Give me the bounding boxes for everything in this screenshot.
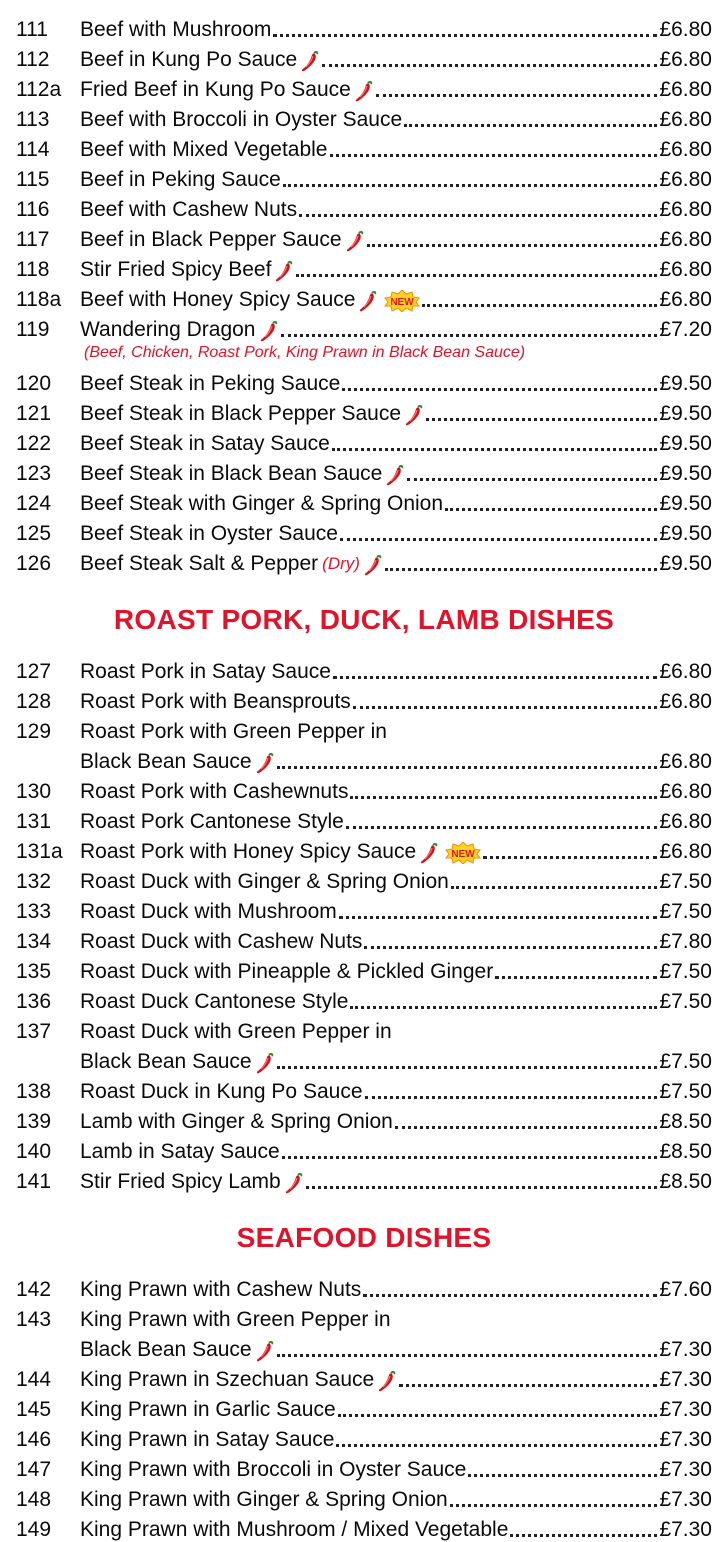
item-number: 113 [16, 108, 50, 131]
dot-leader [342, 388, 657, 391]
dot-leader [277, 1066, 658, 1069]
item-number: 123 [16, 462, 52, 485]
item-name: Beef with Cashew Nuts [80, 198, 298, 221]
dot-leader [385, 568, 658, 571]
item-price: £6.80 [659, 18, 712, 41]
dot-leader [339, 916, 658, 919]
dot-leader [336, 1444, 657, 1447]
item-price: £8.50 [659, 1170, 712, 1193]
item-name-group [80, 1080, 363, 1104]
item-name-group [80, 900, 337, 924]
item-price: £7.50 [659, 960, 712, 983]
item-number: 142 [16, 1278, 52, 1301]
item-name-group [80, 720, 387, 744]
item-price: £6.80 [659, 840, 712, 863]
item-name-group [80, 492, 443, 516]
item-number: 117 [16, 228, 50, 251]
menu-item-row [0, 1272, 728, 1302]
item-price: £7.30 [659, 1398, 712, 1421]
item-name: Roast Duck with Cashew Nuts [80, 930, 363, 953]
item-price: £6.80 [659, 198, 712, 221]
item-price: £7.50 [659, 1050, 712, 1073]
item-name: Beef with Mushroom [80, 18, 272, 41]
chili-pepper-icon [358, 290, 378, 312]
new-badge-label: NEW [390, 297, 415, 308]
menu-item-row [0, 1164, 728, 1194]
dot-leader [367, 244, 658, 247]
item-name-group [80, 990, 348, 1014]
item-number: 149 [16, 1518, 52, 1541]
item-number: 144 [16, 1368, 52, 1391]
menu-item-row [0, 954, 728, 984]
menu-item-row [0, 1014, 728, 1044]
item-name-group [80, 1170, 304, 1194]
item-number: 131 [16, 810, 52, 833]
menu-item-row [0, 894, 728, 924]
menu-item-row [0, 12, 728, 42]
item-name: King Prawn with Green Pepper in [80, 1308, 391, 1331]
dot-leader [353, 706, 658, 709]
item-number: 115 [16, 168, 50, 191]
item-name-group [80, 750, 275, 774]
item-price: £9.50 [659, 492, 712, 515]
menu-item-row [0, 1452, 728, 1482]
dot-leader [281, 334, 658, 337]
item-price: £6.80 [659, 138, 712, 161]
menu-item-row [0, 1134, 728, 1164]
item-price: £8.50 [659, 1110, 712, 1133]
item-name-group [80, 690, 351, 714]
chili-pepper-icon [419, 842, 439, 864]
item-name: Roast Pork with Cashewnuts [80, 780, 349, 803]
item-name-group [80, 1428, 334, 1452]
item-name-group [80, 258, 294, 282]
item-name-group [80, 930, 362, 954]
item-name: Beef with Broccoli in Oyster Sauce [80, 108, 403, 131]
dot-leader [399, 1384, 657, 1387]
menu-item-row [0, 804, 728, 834]
dot-leader [468, 1474, 657, 1477]
item-name-group [80, 522, 338, 546]
item-price: £6.80 [659, 78, 712, 101]
dot-leader [350, 1006, 657, 1009]
item-name-group [80, 1020, 392, 1044]
menu-item-row [0, 486, 728, 516]
item-number: 141 [16, 1170, 52, 1193]
new-badge-label: NEW [451, 849, 475, 860]
item-name: King Prawn in Garlic Sauce [80, 1398, 336, 1421]
item-name: King Prawn with Ginger & Spring Onion [80, 1488, 448, 1511]
chili-pepper-icon [377, 1370, 397, 1392]
item-name: Lamb with Ginger & Spring Onion [80, 1110, 393, 1133]
item-price: £7.50 [659, 1080, 712, 1103]
item-name-group [80, 432, 330, 456]
menu-item-row [0, 684, 728, 714]
menu-item-row [0, 834, 728, 864]
item-name-group [80, 318, 279, 342]
item-name: Roast Duck Cantonese Style [80, 990, 349, 1013]
item-number: 147 [16, 1458, 52, 1481]
item-name-group [80, 1368, 397, 1392]
item-number: 139 [16, 1110, 52, 1133]
item-name: King Prawn with Cashew Nuts [80, 1278, 362, 1301]
item-price: £9.50 [659, 402, 712, 425]
dot-leader [333, 676, 657, 679]
item-name-group [80, 402, 424, 426]
chili-pepper-icon [255, 1340, 275, 1362]
dot-leader [404, 124, 657, 127]
menu-item-row [0, 102, 728, 132]
item-price: £6.80 [659, 168, 712, 191]
dot-leader [332, 448, 658, 451]
item-name: Beef Steak in Peking Sauce [80, 372, 341, 395]
menu-item-row [0, 162, 728, 192]
dot-leader [407, 478, 657, 481]
menu-item-row [0, 1422, 728, 1452]
dot-leader [346, 826, 658, 829]
item-number: 136 [16, 990, 52, 1013]
item-price: £6.80 [659, 108, 712, 131]
item-name-group [80, 228, 365, 252]
item-name-group [80, 1140, 280, 1164]
menu-item-row [0, 366, 728, 396]
dot-leader [395, 1126, 658, 1129]
item-price: £7.30 [659, 1338, 712, 1361]
item-number: 118 [16, 258, 50, 281]
item-number: 148 [16, 1488, 52, 1511]
menu-item-row [0, 42, 728, 72]
item-name-group [80, 1110, 393, 1134]
item-name-group [80, 660, 331, 684]
item-name-group [80, 870, 449, 894]
item-number: 146 [16, 1428, 52, 1451]
dot-leader [451, 886, 658, 889]
item-name: Roast Duck with Mushroom [80, 900, 337, 923]
item-name-group [80, 372, 340, 396]
item-name-group [80, 840, 481, 864]
dot-leader [364, 946, 657, 949]
menu-item-row [0, 132, 728, 162]
item-name-group [80, 288, 420, 312]
item-name-group [80, 18, 271, 42]
item-name-group [80, 1278, 361, 1302]
item-number: 130 [16, 780, 52, 803]
item-number: 140 [16, 1140, 52, 1163]
item-name-group [80, 1518, 508, 1542]
item-number: 119 [16, 318, 50, 341]
menu-item-row [0, 1392, 728, 1422]
item-name-group [80, 552, 383, 576]
item-price: £7.50 [659, 990, 712, 1013]
menu-item-row [0, 1302, 728, 1332]
chili-pepper-icon [255, 752, 275, 774]
item-name-group [80, 1308, 391, 1332]
item-name: Beef Steak in Black Bean Sauce [80, 462, 383, 485]
dot-leader [495, 976, 657, 979]
item-price: £7.30 [659, 1518, 712, 1541]
item-price: £9.50 [659, 552, 712, 575]
item-name-group [80, 810, 344, 834]
item-number: 120 [16, 372, 52, 395]
item-name: Beef Steak in Oyster Sauce [80, 522, 338, 545]
dot-leader [365, 1096, 658, 1099]
item-number: 114 [16, 138, 50, 161]
item-number: 138 [16, 1080, 52, 1103]
item-name: Roast Pork in Satay Sauce [80, 660, 331, 683]
item-price: £7.30 [659, 1368, 712, 1391]
item-name: King Prawn with Broccoli in Oyster Sauce [80, 1458, 467, 1481]
item-name: Beef Steak Salt & Pepper [80, 552, 319, 575]
chili-pepper-icon [259, 320, 279, 342]
dot-leader [340, 538, 657, 541]
item-number: 126 [16, 552, 52, 575]
item-name-group [80, 1338, 275, 1362]
dot-leader [277, 766, 658, 769]
item-name: Beef with Mixed Vegetable [80, 138, 328, 161]
item-name-group [80, 138, 328, 162]
menu-item-row [0, 1512, 728, 1542]
item-price: £9.50 [659, 372, 712, 395]
item-name: Beef in Kung Po Sauce [80, 48, 298, 71]
menu-item-row-continued [0, 744, 728, 774]
item-price: £6.80 [659, 780, 712, 803]
dot-leader [363, 1294, 657, 1297]
item-note: (Beef, Chicken, Roast Pork, King Prawn in Black Bean Sauce) [84, 344, 526, 361]
dot-leader [483, 856, 657, 859]
item-price: £7.30 [659, 1428, 712, 1451]
item-name-group [80, 1488, 448, 1512]
item-name-group [80, 1398, 336, 1422]
item-name: King Prawn in Szechuan Sauce [80, 1368, 375, 1391]
item-name-group [80, 960, 493, 984]
item-price: £7.60 [659, 1278, 712, 1301]
menu-item-row-continued [0, 1332, 728, 1362]
item-price: £6.80 [659, 48, 712, 71]
menu-item-row [0, 1482, 728, 1512]
menu-item-row [0, 546, 728, 576]
item-name: Stir Fried Spicy Beef [80, 258, 272, 281]
menu-item-row [0, 1104, 728, 1134]
chili-pepper-icon [274, 260, 294, 282]
menu-item-row [0, 312, 728, 342]
chili-pepper-icon [363, 554, 383, 576]
menu-item-row [0, 774, 728, 804]
item-number: 112a [16, 78, 62, 101]
item-number: 127 [16, 660, 52, 683]
item-name-group [80, 198, 297, 222]
item-price: £7.80 [659, 930, 712, 953]
item-name-group [80, 780, 348, 804]
dot-leader [338, 1414, 658, 1417]
item-name: Lamb in Satay Sauce [80, 1140, 280, 1163]
item-name-group [80, 78, 374, 102]
item-price: £6.80 [659, 660, 712, 683]
item-name: Stir Fried Spicy Lamb [80, 1170, 281, 1193]
item-number: 112 [16, 48, 50, 71]
item-name-group [80, 48, 320, 72]
menu-item-row [0, 396, 728, 426]
dot-leader [283, 184, 658, 187]
item-price: £8.50 [659, 1140, 712, 1163]
menu-item-row [0, 426, 728, 456]
item-name: Fried Beef in Kung Po Sauce [80, 78, 351, 101]
item-price: £7.30 [659, 1458, 712, 1481]
dot-leader [306, 1186, 658, 1189]
menu-item-row [0, 924, 728, 954]
item-number: 129 [16, 720, 52, 743]
item-name: Roast Duck in Kung Po Sauce [80, 1080, 363, 1103]
item-price: £7.50 [659, 900, 712, 923]
chili-pepper-icon [300, 50, 320, 72]
item-name: Roast Pork Cantonese Style [80, 810, 344, 833]
chili-pepper-icon [284, 1172, 304, 1194]
new-badge-icon [384, 290, 420, 312]
item-name: King Prawn with Mushroom / Mixed Vegetable [80, 1518, 509, 1541]
menu-item-row [0, 1362, 728, 1392]
item-number: 124 [16, 492, 52, 515]
item-note: (Dry) [322, 554, 360, 573]
item-price: £9.50 [659, 462, 712, 485]
dot-leader [445, 508, 657, 511]
dot-leader [282, 1156, 658, 1159]
item-price: £6.80 [659, 750, 712, 773]
item-name: Beef in Black Pepper Sauce [80, 228, 342, 251]
new-badge-icon [445, 842, 481, 864]
item-number: 121 [16, 402, 52, 425]
item-number: 131a [16, 840, 63, 863]
menu-item-row [0, 1074, 728, 1104]
menu-item-row [0, 456, 728, 486]
menu-item-row [0, 282, 728, 312]
menu-item-row [0, 984, 728, 1014]
item-number: 134 [16, 930, 52, 953]
item-number: 116 [16, 198, 50, 221]
item-name: Beef Steak in Satay Sauce [80, 432, 330, 455]
item-price: £9.50 [659, 522, 712, 545]
dot-leader [330, 154, 658, 157]
item-name: Roast Pork with Honey Spicy Sauce [80, 840, 417, 863]
menu-item-row [0, 72, 728, 102]
item-name: Roast Pork with Green Pepper in [80, 720, 387, 743]
item-price: £9.50 [659, 432, 712, 455]
item-name-group [80, 108, 402, 132]
chili-pepper-icon [345, 230, 365, 252]
item-name: Roast Duck with Pineapple & Pickled Ginger [80, 960, 494, 983]
item-number: 125 [16, 522, 52, 545]
menu-item-row [0, 714, 728, 744]
item-name: King Prawn in Satay Sauce [80, 1428, 335, 1451]
item-name-line2: Black Bean Sauce [80, 1338, 252, 1361]
item-number: 111 [16, 18, 48, 41]
item-name-group [80, 1050, 275, 1074]
item-price: £6.80 [659, 258, 712, 281]
item-price: £7.30 [659, 1488, 712, 1511]
chili-pepper-icon [354, 80, 374, 102]
item-name: Roast Duck with Green Pepper in [80, 1020, 392, 1043]
item-name-line2: Black Bean Sauce [80, 750, 252, 773]
dot-leader [277, 1354, 658, 1357]
menu-item-row-continued [0, 1044, 728, 1074]
dot-leader [422, 304, 657, 307]
dot-leader [426, 418, 657, 421]
item-name-group [80, 1458, 466, 1482]
dot-leader [299, 214, 657, 217]
chili-pepper-icon [385, 464, 405, 486]
menu-item-row [0, 192, 728, 222]
item-number: 128 [16, 690, 52, 713]
section-title: ROAST PORK, DUCK, LAMB DISHES [113, 604, 615, 635]
dot-leader [450, 1504, 658, 1507]
item-price: £6.80 [659, 228, 712, 251]
dot-leader [322, 64, 657, 67]
dot-leader [296, 274, 657, 277]
item-price: £6.80 [659, 288, 712, 311]
item-price: £6.80 [659, 810, 712, 833]
item-name: Beef Steak in Black Pepper Sauce [80, 402, 402, 425]
menu-item-row [0, 222, 728, 252]
item-price: £7.20 [659, 318, 712, 341]
item-number: 132 [16, 870, 52, 893]
item-number: 145 [16, 1398, 52, 1421]
item-name-group [80, 462, 405, 486]
dot-leader [273, 34, 657, 37]
item-name: Roast Pork with Beansprouts [80, 690, 351, 713]
item-number: 135 [16, 960, 52, 983]
item-name: Roast Duck with Ginger & Spring Onion [80, 870, 449, 893]
dot-leader [510, 1534, 657, 1537]
item-name: Beef Steak with Ginger & Spring Onion [80, 492, 444, 515]
menu-item-row [0, 654, 728, 684]
item-name-line2: Black Bean Sauce [80, 1050, 252, 1073]
item-name: Wandering Dragon [80, 318, 256, 341]
item-number: 133 [16, 900, 52, 923]
dot-leader [350, 796, 657, 799]
item-price: £6.80 [659, 690, 712, 713]
item-price: £7.50 [659, 870, 712, 893]
item-number: 122 [16, 432, 52, 455]
item-name: Beef in Peking Sauce [80, 168, 281, 191]
item-number: 143 [16, 1308, 52, 1331]
item-number: 137 [16, 1020, 52, 1043]
menu-item-row [0, 864, 728, 894]
menu-item-row [0, 252, 728, 282]
item-number: 118a [16, 288, 62, 311]
chili-pepper-icon [404, 404, 424, 426]
section-title: SEAFOOD DISHES [236, 1222, 492, 1253]
item-name: Beef with Honey Spicy Sauce [80, 288, 356, 311]
chili-pepper-icon [255, 1052, 275, 1074]
item-name-group [80, 168, 281, 192]
menu-item-row [0, 516, 728, 546]
dot-leader [376, 94, 658, 97]
